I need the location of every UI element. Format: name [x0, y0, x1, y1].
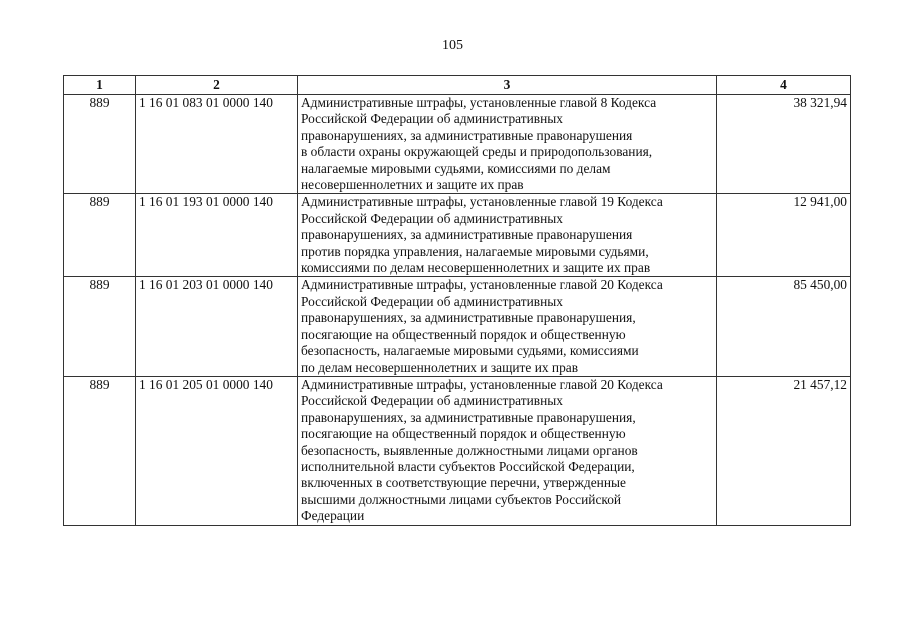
kbk-code-cell: 1 16 01 083 01 0000 140: [136, 95, 298, 194]
description-line: Российской Федерации об административных: [301, 210, 563, 226]
description-cell: [298, 95, 717, 194]
description-line: по делам несовершеннолетних и защите их прав: [301, 359, 579, 375]
table-row: [64, 277, 851, 376]
column-header-1: 1: [64, 76, 136, 95]
amount-cell: 38 321,94: [717, 95, 851, 194]
admin-code-cell: 889: [64, 376, 136, 525]
table-row: [64, 95, 851, 194]
admin-code-cell: 889: [64, 277, 136, 376]
description-line: правонарушениях, за административные правонарушения,: [301, 310, 636, 326]
admin-code-cell: 889: [64, 194, 136, 277]
amount-cell: 12 941,00: [717, 194, 851, 277]
table-row: [64, 376, 851, 525]
kbk-code-cell: 1 16 01 193 01 0000 140: [136, 194, 298, 277]
admin-code-cell: 889: [64, 95, 136, 194]
description-line: Российской Федерации об административных: [301, 393, 563, 409]
description-cell: [298, 376, 717, 525]
kbk-code-cell: 1 16 01 203 01 0000 140: [136, 277, 298, 376]
table-row: [64, 194, 851, 277]
column-header-3: 3: [298, 76, 717, 95]
description-line: высшими должностными лицами субъектов Российской: [301, 491, 622, 507]
amount-cell: 21 457,12: [717, 376, 851, 525]
table-header-row: [64, 76, 851, 95]
description-line: налагаемые мировыми судьями, комиссиями по делам: [301, 160, 611, 176]
description-line: исполнительной власти субъектов Российской Федерации,: [301, 458, 635, 474]
description-line: против порядка управления, налагаемые мировыми судьями,: [301, 243, 649, 259]
column-header-4: 4: [717, 76, 851, 95]
page-number: 105: [442, 38, 463, 53]
description-line: посягающие на общественный порядок и общественную: [301, 426, 626, 442]
description-line: безопасность, налагаемые мировыми судьями, комиссиями: [301, 343, 639, 359]
description-line: правонарушениях, за административные правонарушения: [301, 127, 633, 143]
budget-revenue-table: [63, 75, 851, 526]
description-line: правонарушениях, за административные правонарушения,: [301, 409, 636, 425]
kbk-code-cell: 1 16 01 205 01 0000 140: [136, 376, 298, 525]
description-line: Административные штрафы, установленные главой 20 Кодекса: [301, 277, 663, 293]
description-line: Административные штрафы, установленные главой 8 Кодекса: [301, 95, 657, 110]
description-line: Российской Федерации об административных: [301, 293, 563, 309]
description-line: Административные штрафы, установленные главой 20 Кодекса: [301, 376, 663, 392]
description-line: в области охраны окружающей среды и природопользования,: [301, 144, 653, 160]
description-cell: [298, 277, 717, 376]
amount-cell: 85 450,00: [717, 277, 851, 376]
description-line: посягающие на общественный порядок и общественную: [301, 326, 626, 342]
table-body: [64, 95, 851, 526]
description-line: Российской Федерации об административных: [301, 111, 563, 127]
description-line: правонарушениях, за административные правонарушения: [301, 227, 633, 243]
description-line: безопасность, выявленные должностными лицами органов: [301, 442, 638, 458]
column-header-2: 2: [136, 76, 298, 95]
description-line: включенных в соответствующие перечни, утвержденные: [301, 475, 626, 491]
description-line: Федерации: [301, 508, 365, 524]
description-cell: [298, 194, 717, 277]
description-line: несовершеннолетних и защите их прав: [301, 177, 524, 193]
description-line: Административные штрафы, установленные главой 19 Кодекса: [301, 194, 663, 210]
description-line: комиссиями по делам несовершеннолетних и защите их прав: [301, 260, 651, 276]
